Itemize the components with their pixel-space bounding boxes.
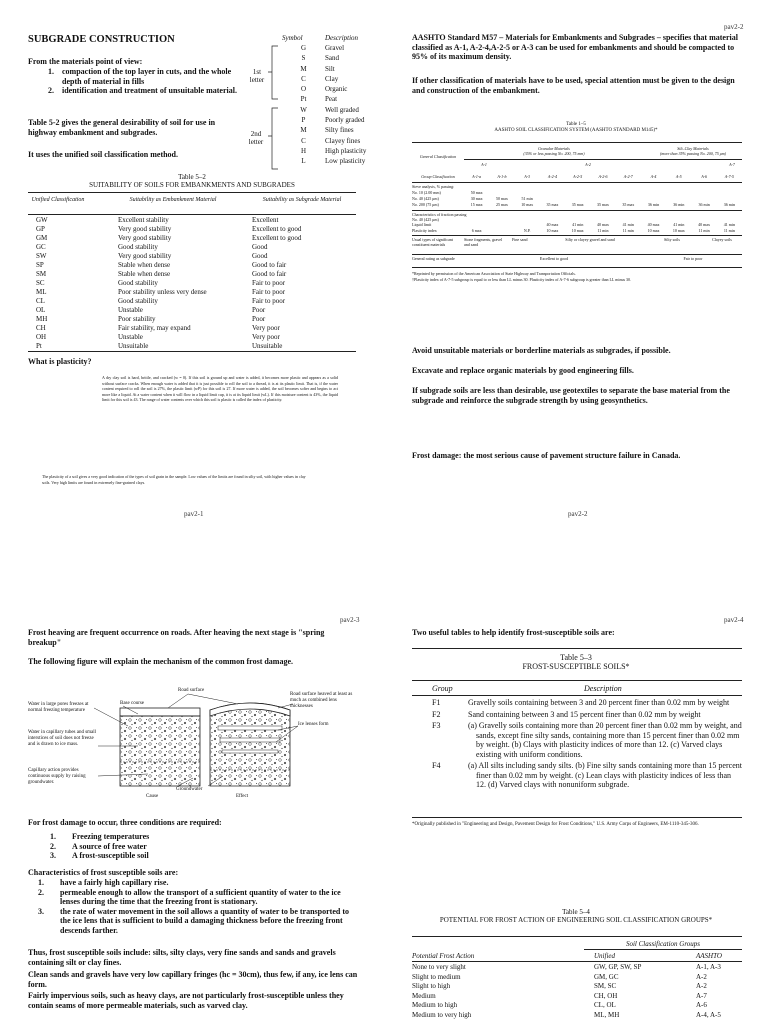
characteristic-item [38, 878, 358, 888]
table-row [28, 324, 358, 333]
first-letter-label: 1st letter [249, 68, 265, 84]
legend-brackets [268, 44, 280, 174]
cell-unified: CL [36, 297, 45, 305]
cell-subgrade: Fair to poor [252, 279, 286, 287]
cell-subgrade: Good [252, 243, 268, 251]
t15-usual-2: Fine sand [512, 237, 528, 242]
materials-item-1: 1. compaction of the top layer in cuts, and the whole depth of material in fills [48, 67, 232, 86]
cell-unified: SP [36, 261, 44, 269]
cell-embankment: Good stability [118, 243, 158, 251]
cell-subgrade: Excellent [252, 216, 279, 224]
cell-subgrade: Good to fair [252, 261, 287, 269]
cell-embankment: Unstable [118, 333, 143, 341]
table-row [412, 698, 742, 708]
page-header: pav2-2 [724, 23, 744, 31]
table54-header-unified: Unified [594, 952, 615, 960]
item-text: A source of free water [72, 841, 147, 851]
cell-unified: CH, OH [594, 991, 618, 1000]
symbol-header: Symbol [282, 34, 303, 42]
t15-value-cell: 30 max [470, 196, 483, 201]
table54-header-potential: Potential Frost Action [412, 952, 475, 960]
frost-heave-figure [28, 686, 358, 812]
symbol-row [282, 157, 377, 167]
table15-number: Table 1–5 [566, 122, 586, 127]
t15-sieve-label: Sieve analysis, % passing: [412, 184, 455, 189]
t15-no10: No. 10 (2.00 mm) [412, 190, 441, 195]
t15-value-cell: N.P. [523, 228, 531, 233]
aashto-paragraph: AASHTO Standard M57 – Materials for Embankments and Subgrades – specifies that material classified as A-1, A-2-4,A-2-5 or A-3 can be used for embankments and should be compacted to 95% of its maximum density. [412, 33, 738, 61]
cell-unified: CH [36, 324, 46, 332]
item-text: permeable enough to allow the transport of a sufficient quantity of water to the ice lenses during the time that the freezing front is stationary. [60, 887, 341, 906]
t15-group-label: Group Classification [421, 174, 455, 179]
table-row [412, 1001, 742, 1011]
thus-paragraph: Thus, frost susceptible soils include: silts, silty clays, very fine sands and sands and gravels containing silt or clay fines. [28, 948, 336, 967]
clean-sands-paragraph: Clean sands and gravels have very low capillary fringes (hc = 30cm), thus few, if any, ice lens can form. [28, 970, 358, 989]
geotextile-paragraph: If subgrade soils are less than desirable, use geotextiles to separate the base material from the subgrade and reinforce the subgrade strength by using geosynthetics. [412, 386, 730, 405]
symbol-description: Low plasticity [325, 157, 366, 166]
t15-usual-label: Usual types of significant constituent materials [412, 237, 453, 247]
fig-heaved-label: Road surface heaved at least as much as combined lens thicknesses [290, 692, 353, 709]
t15-value-cell: 10 max [571, 228, 584, 233]
cell-subgrade: Unsuitable [252, 342, 283, 350]
cell-aashto: A-7 [696, 991, 707, 1000]
t15-group-cell: A-5 [675, 174, 682, 179]
fig-water-pores-label: Water in large pores freezes at normal freezing temperature [28, 702, 89, 713]
t15-value-cell: 6 max [471, 228, 482, 233]
conditions-list [50, 832, 350, 861]
t15-usual-1: Stone fragments, gravel and sand [464, 237, 503, 247]
t15-footnote-1: *Reprinted by permission of the American Association of State Highway and Transportation Officials. [412, 271, 576, 276]
t15-no40: No. 40 (425 μm) [412, 196, 439, 201]
cell-subgrade: Fair to poor [252, 288, 286, 296]
t15-value-cell: 35 max [622, 202, 635, 207]
table52-header-subgrade: Suitability as Subgrade Material [262, 197, 342, 203]
other-classification-paragraph: If other classification of materials have to be used, special attention must be given to the design and construction of the embankment. [412, 76, 735, 95]
table52-header-embankment: Suitability as Embankment Material [129, 197, 217, 203]
unified-method-paragraph: It uses the unified soil classification method. [28, 150, 179, 159]
t15-usual-3: Silty or clayey gravel and sand [565, 237, 615, 242]
page-3 [0, 512, 384, 1024]
t15-group-cell: A-3 [524, 174, 531, 179]
cell-unified: OH [36, 333, 47, 341]
table-row [412, 963, 742, 973]
materials-intro: From the materials point of view: [28, 57, 143, 66]
t15-value-cell: 36 min [723, 202, 735, 207]
cell-group: F2 [432, 709, 441, 719]
cell-unified: CL, OL [594, 1001, 616, 1009]
t15-value-cell: 40 max [597, 222, 609, 227]
t15-ll-label: Liquid limit [412, 222, 432, 227]
t15-rating-label: General rating as subgrade [412, 256, 455, 261]
cell-unified: OL [36, 306, 46, 314]
cell-potential: Medium to high [412, 1001, 458, 1009]
table54-group-header: Soil Classification Groups [625, 940, 701, 948]
t15-value-cell: 40 max [546, 222, 559, 227]
symbol-description: Silty fines [325, 126, 354, 135]
symbol-code: S [301, 54, 306, 63]
plasticity-note: The plasticity of a soil gives a very good indication of the types of soil grain in the sample. Low values of the limits are found in silty soil, with higher values in clay soils. Very high limits are found in extremely fine-grained clays. [42, 474, 306, 485]
cell-description: (a) All silts including sandy silts. (b) Fine silty sands containing more than 15 percent finer than 0.02 mm by weight. (c) Lean clays with plasticity indices of less than 12. (d) Varved clays with nonuniform subgrade. [468, 761, 742, 789]
fig-effect-label: Effect [236, 794, 249, 799]
t15-value-cell: 36 min [673, 202, 685, 207]
cell-potential: Medium [412, 991, 436, 1000]
page-title: SUBGRADE CONSTRUCTION [28, 34, 175, 45]
table53-title: FROST-SUSCEPTIBLE SOILS* [522, 662, 630, 671]
page-1 [0, 0, 384, 518]
table54-number: Table 5–4 [562, 908, 590, 916]
item-text: the rate of water movement in the soil allows a quantity of water to be transported to the ice lens that is sufficient to build a damaging thickness before the freezing front descends farther. [60, 906, 349, 935]
cell-group: F4 [432, 761, 441, 770]
t15-group-cell: A-2-6 [598, 174, 608, 179]
t15-super-a1: A-1 [481, 162, 487, 167]
cell-embankment: Stable when dense [118, 270, 171, 278]
table53-footnote: *Originally published in "Engineering and Design, Pavement Design for Frost Conditions," U.S. Army Corps of Engineers, EM-1110-345-306. [412, 822, 699, 827]
table-row [28, 270, 358, 279]
symbol-row [282, 126, 377, 136]
t15-footnote-2: †Plasticity index of A-7-5 subgroup is equal to or less than LL minus 30. Plasticity index of A-7-6 subgroup is greater than LL minus 30. [412, 277, 632, 282]
t15-value-cell: 11 min [698, 228, 710, 233]
cell-description: Gravelly soils containing between 3 and 20 percent finer than 0.02 mm by weight [468, 698, 730, 707]
materials-item-2: 2. identification and treatment of unsuitable material. [48, 86, 237, 95]
t15-value-cell: 10 max [647, 228, 660, 233]
cell-unified: Pt [36, 342, 42, 350]
item-number: 3. [50, 851, 56, 860]
fig-ice-lenses-label: Ice lenses form [298, 722, 329, 727]
impervious-paragraph: Fairly impervious soils, such as heavy clays, are not particularly frost-susceptible unless they contain seams of more permeable materials, such as varved clay. [28, 991, 344, 1010]
t15-rating-1: Excellent to good [539, 256, 569, 261]
plasticity-text: A dry clay soil is hard, brittle, and cracked (w = 0). If this soil is ground up and water is added, it becomes more plastic and appears as a solid without surface cracks. When enough water is added that it is just possible to roll the soil to a thread, it is at its plastic limit. That is, if the water content required to roll the soil is 27%, the plastic limit (wP) for this soil is 27. If more water is added, the soil becomes softer and begins to act more like a liquid. At a water content when it will flow in a liquid limit cup, it is at its liquid limit (wL). If this moisture content is 43%, the liquid limit for this soil is 43. The range of water contents over which this soil is plastic is called the index of plasticity. [102, 375, 338, 403]
cell-embankment: Good stability [118, 297, 158, 305]
cell-embankment: Fair stability, may expand [118, 324, 191, 332]
t15-value-cell: 15 max [470, 202, 483, 207]
t15-value-cell: 35 max [546, 202, 559, 207]
symbol-description: Gravel [325, 44, 345, 52]
table-row [28, 288, 358, 297]
page-header: pav2-3 [340, 616, 360, 624]
cell-unified: ML [36, 288, 47, 296]
symbol-code: M [300, 126, 307, 135]
table-row [28, 261, 358, 270]
table54-header-aashto: AASHTO [696, 952, 722, 960]
cell-unified: ML, MH [594, 1010, 620, 1019]
table-row [412, 992, 742, 1002]
item-text: have a fairly high capillary rise. [60, 878, 169, 887]
fig-capillary-label: Water in capillary tubes and small interstices of soil does not freeze and is drawn to ice mass. [28, 730, 97, 747]
cell-potential: Slight to medium [412, 972, 461, 981]
cell-embankment: Very good stability [118, 234, 172, 242]
cell-subgrade: Very poor [252, 324, 280, 332]
cell-subgrade: Fair to poor [252, 297, 286, 305]
table52-title: SUITABILITY OF SOILS FOR EMBANKMENTS AND SUBGRADES [89, 181, 295, 189]
table-row [412, 710, 742, 720]
cell-potential: Medium to very high [412, 1010, 472, 1019]
table-intro-paragraph: Table 5-2 gives the general desirability of soil for use in highway embankment and subgrades. [28, 118, 216, 137]
cell-group: F3 [432, 721, 441, 730]
symbol-code: P [301, 116, 306, 125]
table15-title: AASHTO SOIL CLASSIFICATION SYSTEM (AASHTO STANDARD M145)* [494, 128, 658, 133]
t15-value-cell: 10 max [672, 228, 685, 233]
cell-subgrade: Excellent to good [252, 234, 302, 242]
table-row [28, 279, 358, 288]
item-number: 1. [50, 832, 56, 841]
cell-subgrade: Good to fair [252, 270, 287, 278]
table54-title: POTENTIAL FOR FROST ACTION OF ENGINEERING SOIL CLASSIFICATION GROUPS* [439, 916, 713, 924]
characteristics-heading: Characteristics of frost susceptible soils are: [28, 868, 179, 877]
table52-number: Table 5–2 [178, 173, 206, 181]
t15-group-cell: A-1-a [472, 174, 482, 179]
plasticity-heading: What is plasticity? [28, 357, 92, 366]
table-row [28, 342, 358, 351]
symbol-row [282, 65, 377, 75]
t15-group-cell: A-1-b [497, 174, 507, 179]
symbol-row [282, 95, 377, 105]
t15-value-cell: 35 max [571, 202, 584, 207]
item-number: 2. [38, 887, 44, 897]
t15-char-label: Characteristics of fraction passing No. 40 (425 μm) [412, 212, 467, 222]
materials-list [48, 67, 243, 96]
symbol-code: M [300, 64, 307, 73]
page-2 [384, 0, 768, 518]
symbol-description: Sand [325, 54, 339, 63]
t15-value-cell: 36 min [647, 202, 660, 207]
table-row [412, 982, 742, 992]
table-row [28, 234, 358, 243]
fig-capillary-action-label: Capillary action provides continuous supply by raising groundwater. [28, 768, 86, 785]
item-number: 3. [38, 906, 44, 916]
t15-value-cell: 41 min [622, 222, 634, 227]
table-row [412, 973, 742, 983]
t15-no200: No. 200 (75 μm) [412, 202, 439, 207]
t15-general-label: General Classification [419, 154, 457, 159]
t15-value-cell: 40 max [647, 222, 660, 227]
t15-value-cell: 36 min [698, 202, 710, 207]
symbol-code: W [300, 105, 307, 114]
t15-siltclay-label: Silt–Clay Materials [677, 146, 709, 151]
t15-group-cell: A-4 [650, 174, 657, 179]
cell-embankment: Poor stability unless very dense [118, 288, 207, 296]
t15-value-cell: 11 min [622, 228, 634, 233]
page-4 [384, 512, 768, 1024]
page-number: pav2-2 [568, 510, 588, 518]
cell-embankment: Excellent stability [118, 216, 169, 224]
cell-aashto: A-2 [696, 982, 707, 990]
cell-unified: SM [36, 270, 47, 278]
table-row [28, 252, 358, 261]
symbol-description: Well graded [325, 105, 359, 114]
cell-aashto: A-2 [696, 972, 707, 981]
t15-super-a2: A-2 [585, 162, 591, 167]
item-text: Freezing temperatures [72, 832, 150, 841]
cell-aashto: A-4, A-5 [696, 1010, 721, 1019]
t15-value-cell: 51 min [521, 196, 533, 201]
cell-embankment: Stable when dense [118, 261, 171, 269]
fig-cause-label: Cause [146, 794, 159, 799]
characteristic-item [38, 907, 358, 936]
cell-unified: SW [36, 252, 47, 260]
t15-value-cell: 11 min [597, 228, 609, 233]
cell-unified: GC [36, 243, 46, 251]
table-row [28, 225, 358, 234]
condition-item [50, 851, 350, 861]
fig-road-surface-label: Road surface [178, 688, 205, 693]
item-number: 2. [50, 841, 56, 851]
conditions-intro: For frost damage to occur, three conditions are required: [28, 818, 222, 827]
t15-value-cell: 35 max [597, 202, 609, 207]
cell-embankment: Very good stability [118, 252, 172, 260]
characteristics-list [38, 878, 358, 935]
cell-subgrade: Poor [252, 306, 266, 314]
item-text: A frost-susceptible soil [72, 851, 149, 860]
symbol-code: Pt [300, 95, 307, 104]
symbol-row [282, 85, 377, 95]
cell-subgrade: Good [252, 252, 268, 260]
tables-intro: Two useful tables to help identify frost-susceptible soils are: [412, 628, 615, 637]
cell-unified: SM, SC [594, 982, 617, 990]
t15-granular-label: Granular Materials [538, 146, 570, 151]
symbol-code: L [301, 157, 306, 166]
t15-pi-label: Plasticity index [412, 228, 437, 233]
condition-item [50, 832, 350, 842]
table52-header-unified: Unified Classification [31, 197, 85, 203]
frost-damage-paragraph: Frost damage: the most serious cause of pavement structure failure in Canada. [412, 451, 681, 460]
t15-value-cell: 25 max [495, 202, 508, 207]
table-row [28, 315, 358, 324]
cell-unified: GM, GC [594, 972, 619, 981]
symbol-code: G [300, 44, 307, 52]
table-row [28, 243, 358, 252]
excavate-paragraph: Excavate and replace organic materials by good engineering fills. [412, 366, 634, 375]
t15-value-cell: 50 max [495, 196, 508, 201]
table53-header-description: Description [584, 684, 622, 693]
t15-value-cell: 40 max [698, 222, 711, 227]
symbol-description: Poorly graded [325, 116, 365, 125]
figure-intro: The following figure will explain the mechanism of the common frost damage. [28, 657, 294, 666]
second-letter-label: 2nd letter [248, 130, 264, 146]
t15-group-cell: A-2-4 [547, 174, 557, 179]
symbol-list [282, 44, 377, 168]
cell-unified: GP [36, 225, 45, 233]
cell-unified: SC [36, 279, 45, 287]
t15-group-cell: A-6 [701, 174, 707, 179]
table54-body [412, 963, 742, 1020]
table-row [28, 297, 358, 306]
cell-aashto: A-6 [696, 1001, 707, 1009]
cell-description: (a) Gravelly soils containing more than 20 percent finer than 0.02 mm by weight, and sands, except fine silty sands, containing more than 15 percent finer than 0.02 mm by weight. (b) Clays with plasticity indices of more than 12. (c) Varved clays existing with uniform conditions. [468, 721, 742, 759]
table52-body [28, 216, 358, 351]
t15-super-a7: A-7 [729, 162, 735, 167]
symbol-description: High plasticity [325, 146, 367, 155]
t15-usual-5: Clayey soils [712, 237, 732, 242]
cell-subgrade: Very poor [252, 333, 280, 341]
cell-aashto: A-1, A-3 [696, 963, 721, 971]
characteristic-item [38, 888, 358, 907]
cell-embankment: Good stability [118, 279, 158, 287]
table53-number: Table 5–3 [560, 653, 592, 662]
symbol-row [282, 54, 377, 64]
table-row [412, 761, 742, 790]
t15-usual-4: Silty soils [664, 237, 680, 242]
t15-value-cell: 10 max [521, 202, 534, 207]
table15 [412, 142, 742, 292]
t15-value-cell: 10 max [546, 228, 559, 233]
t15-value-cell: 41 min [673, 222, 685, 227]
cell-embankment: Poor stability [118, 315, 156, 323]
table-row [28, 216, 358, 225]
symbol-description: Silt [325, 64, 335, 73]
table-row [28, 306, 358, 315]
cell-embankment: Unsuitable [118, 342, 149, 350]
t15-value-cell: 41 min [572, 222, 584, 227]
symbol-description: Peat [325, 95, 338, 104]
symbol-code: C [301, 74, 306, 83]
t15-granular-sub: (35% or less passing No. 200, 75 mm) [523, 151, 585, 156]
cell-group: F1 [432, 698, 441, 707]
cell-subgrade: Poor [252, 315, 266, 323]
symbol-row [282, 44, 377, 54]
page-header: pav2-4 [724, 616, 744, 624]
cell-description: Sand containing between 3 and 15 percent finer than 0.02 mm by weight [468, 709, 701, 719]
cell-potential: None to very slight [412, 963, 466, 971]
condition-item [50, 842, 350, 852]
page-number: pav2-1 [184, 510, 204, 518]
symbol-row [282, 75, 377, 85]
description-header: Description [325, 34, 359, 42]
cell-subgrade: Excellent to good [252, 225, 302, 233]
item-number: 1. [38, 878, 44, 887]
t15-siltclay-sub: (more than 35% passing No. 200, 75 μm) [660, 151, 726, 156]
frost-heave-paragraph: Frost heaving are frequent occurrence on roads. After heaving the next stage is "spring breakup" [28, 628, 325, 647]
symbol-description: Clayey fines [325, 136, 361, 145]
symbol-row [282, 147, 377, 157]
symbol-code: H [300, 146, 307, 155]
t15-rating-2: Fair to poor [683, 256, 703, 261]
t15-group-cell: A-7-5 [724, 174, 734, 179]
t15-value-cell: 50 max [470, 190, 483, 195]
cell-potential: Slight to high [412, 982, 451, 990]
cell-unified: GW [36, 216, 48, 224]
fig-groundwater-label: Groundwater [176, 787, 203, 792]
symbol-code: O [300, 85, 307, 94]
t15-value-cell: 41 min [723, 222, 735, 227]
symbol-row [282, 137, 377, 147]
cell-embankment: Very good stability [118, 225, 172, 233]
t15-group-cell: A-2-5 [573, 174, 583, 179]
table53-header-group: Group [432, 684, 453, 693]
table-row [28, 333, 358, 342]
table-row [412, 1011, 742, 1021]
cell-unified: MH [36, 315, 48, 323]
t15-value-cell: 11 min [723, 228, 735, 233]
symbol-code: C [301, 136, 306, 145]
table-row [412, 721, 742, 759]
symbol-row [282, 116, 377, 126]
cell-unified: GW, GP, SW, SP [594, 963, 642, 971]
table53-body [412, 698, 742, 792]
symbol-description: Clay [325, 74, 339, 83]
symbol-row [282, 106, 377, 116]
avoid-paragraph: Avoid unsuitable materials or borderline materials as subgrades, if possible. [412, 346, 671, 355]
fig-base-course-label: Base course [120, 701, 145, 706]
cell-unified: GM [36, 234, 48, 242]
cell-embankment: Unstable [118, 306, 143, 314]
t15-group-cell: A-2-7 [623, 174, 633, 179]
symbol-description: Organic [325, 85, 348, 94]
